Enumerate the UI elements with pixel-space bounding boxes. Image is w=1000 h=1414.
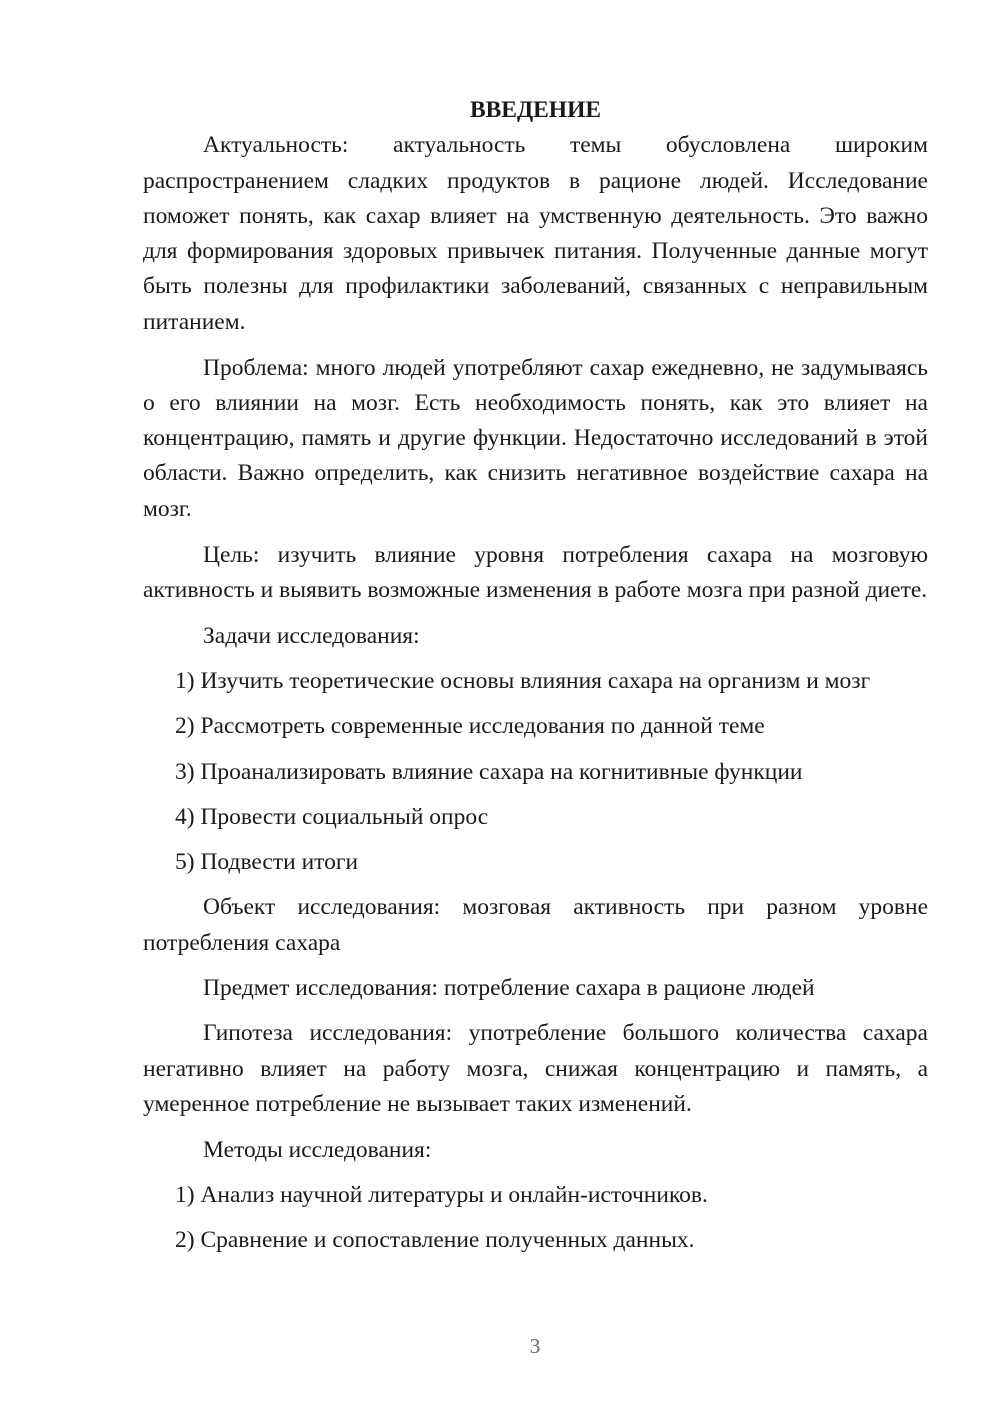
task-item: 1) Изучить теоретические основы влияния сахара на организм и мозг <box>175 667 871 694</box>
relevance-paragraph: Актуальность: актуальность темы обусловлена широким распространением сладких продуктов в рационе людей. Исследование поможет понять, как сахар влияет на умственную деятельность. Это важно для формирования здоровых привычек питания. Полученные данные могут быть полезны для профилактики заболеваний, связанных с неправильным питанием. <box>143 132 928 335</box>
problem-paragraph: Проблема: много людей употребляют сахар ежедневно, не задумываясь о его влиянии на мозг. Есть необходимость понять, как это влияет на концентрацию, память и другие функции. Недостаточно исследований в этой области. Важно определить, как снизить негативное воздействие сахара на мозг. <box>143 354 928 522</box>
object-paragraph: Объект исследования: мозговая активность при разном уровне потребления сахара <box>143 894 928 956</box>
task-item: 4) Провести социальный опрос <box>175 803 489 830</box>
method-item: 1) Анализ научной литературы и онлайн-источников. <box>175 1182 708 1209</box>
task-item: 3) Проанализировать влияние сахара на когнитивные функции <box>175 758 803 785</box>
subject-paragraph: Предмет исследования: потребление сахара в рационе людей <box>203 975 815 1002</box>
goal-paragraph: Цель: изучить влияние уровня потребления сахара на мозговую активность и выявить возможные изменения в работе мозга при разной диете. <box>143 541 928 603</box>
method-item: 2) Сравнение и сопоставление полученных данных. <box>175 1227 695 1254</box>
section-heading: ВВЕДЕНИЕ <box>469 97 602 123</box>
task-item: 2) Рассмотреть современные исследования по данной теме <box>175 713 765 740</box>
tasks-title: Задачи исследования: <box>203 622 420 649</box>
methods-title: Методы исследования: <box>203 1136 432 1163</box>
hypothesis-paragraph: Гипотеза исследования: употребление большого количества сахара негативно влияет на работу мозга, снижая концентрацию и память, а умеренное потребление не вызывает таких изменений. <box>143 1020 928 1117</box>
page-number: 3 <box>529 1334 541 1358</box>
task-item: 5) Подвести итоги <box>175 849 359 876</box>
page-content <box>143 93 928 1259</box>
